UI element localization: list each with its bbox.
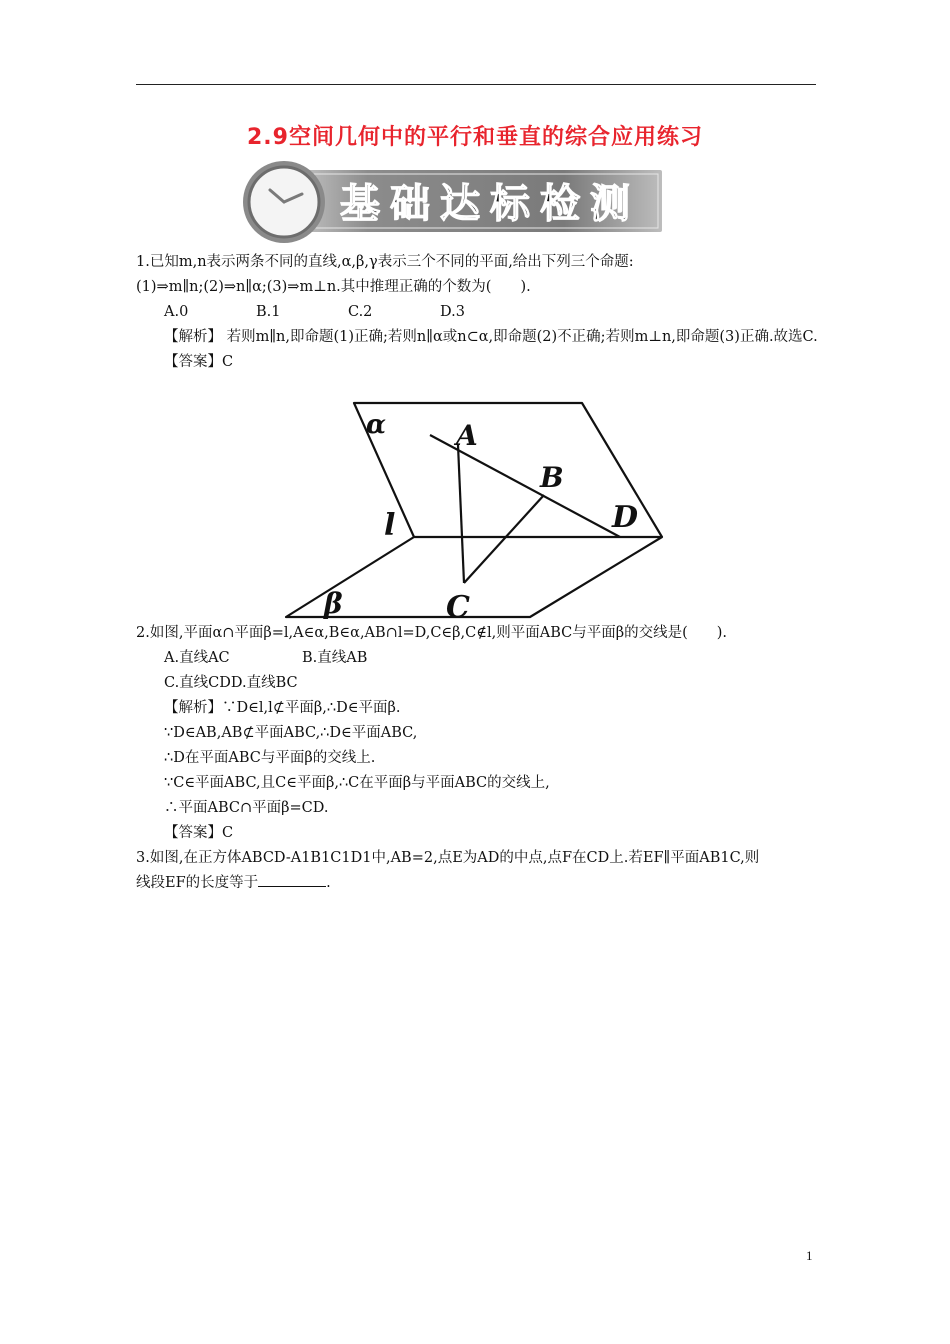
label-C: C	[446, 590, 470, 625]
q3-stem-end: .	[326, 875, 331, 891]
q1-option-b: B.1	[256, 304, 281, 320]
q1-stem-line2: (1)⇒m∥n;(2)⇒n∥α;(3)⇒m⊥n.其中推理正确的个数为( ).	[136, 279, 531, 295]
q1-option-a: A.0	[164, 304, 189, 320]
q1-stem-line1: 1.已知m,n表示两条不同的直线,α,β,γ表示三个不同的平面,给出下列三个命题:	[136, 254, 634, 270]
page-number: 1	[806, 1248, 813, 1263]
q3-stem-line2	[136, 871, 818, 896]
segment-BC	[464, 495, 544, 583]
q2-analysis-line3: ∴D在平面ABC与平面β的交线上.	[164, 750, 376, 766]
label-alpha: α	[366, 410, 387, 440]
label-beta: β	[324, 587, 343, 620]
q1-answer: 【答案】C	[164, 354, 234, 370]
q1-analysis: 【解析】 若则m∥n,即命题(1)正确;若则n∥α或n⊂α,即命题(2)不正确;若则m⊥n,即命题(3)正确.故选C.	[164, 329, 818, 345]
label-D: D	[612, 500, 639, 535]
q2-analysis-line1: 【解析】∵D∈l,l⊄平面β,∴D∈平面β.	[164, 700, 401, 716]
label-l: l	[384, 508, 396, 543]
q2-option-a: A.直线AC	[164, 650, 230, 666]
q2-option-b: B.直线AB	[302, 650, 368, 666]
q2-options-row1	[136, 646, 818, 671]
segment-AC	[458, 445, 464, 583]
q3-stem-text: 线段EF的长度等于	[136, 875, 259, 891]
label-A: A	[456, 419, 478, 452]
q1-option-d: D.3	[440, 304, 465, 320]
geometry-figure	[280, 395, 672, 627]
q2-analysis-line2: ∵D∈AB,AB⊄平面ABC,∴D∈平面ABC,	[164, 725, 418, 741]
clock-icon	[243, 161, 325, 243]
q2-stem: 2.如图,平面α∩平面β=l,A∈α,B∈α,AB∩l=D,C∈β,C∉l,则平面ABC与平面β的交线是( ).	[136, 625, 728, 641]
q2-answer: 【答案】C	[164, 825, 234, 841]
q2-analysis-line4: ∵C∈平面ABC,且C∈平面β,∴C在平面β与平面ABC的交线上,	[164, 775, 550, 791]
label-B: B	[540, 461, 564, 494]
q1-options	[136, 300, 818, 325]
section-banner	[232, 160, 668, 246]
q3-stem-line1: 3.如图,在正方体ABCD-A1B1C1D1中,AB=2,点E为AD的中点,点F在CD上.若EF∥平面AB1C,则	[136, 850, 760, 866]
banner-text: 基础达标检测	[340, 181, 640, 227]
header-rule	[136, 84, 816, 85]
q2-analysis-line5: ∴平面ABC∩平面β=CD.	[164, 800, 329, 816]
q2-options-row2: C.直线CDD.直线BC	[164, 675, 298, 691]
answer-blank	[258, 872, 326, 887]
page-title: 2.9空间几何中的平行和垂直的综合应用练习	[247, 125, 703, 150]
q1-option-c: C.2	[348, 304, 373, 320]
